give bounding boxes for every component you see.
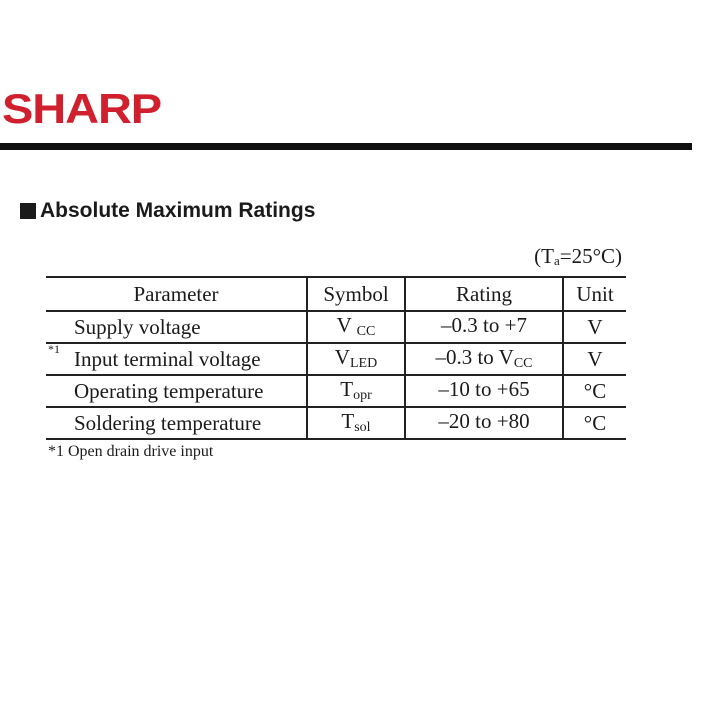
symbol-cell (307, 407, 405, 439)
rating-cell (405, 375, 563, 407)
symbol-cell (307, 343, 405, 375)
condition-sub: a (553, 253, 560, 268)
header-rating: Rating (405, 277, 563, 311)
param-label: Operating temperature (74, 378, 264, 403)
param-label: Input terminal voltage (74, 346, 261, 371)
unit-cell: °C (563, 375, 626, 407)
header-unit: Unit (563, 277, 626, 311)
symbol-main: V (336, 313, 352, 337)
section-heading (20, 200, 315, 221)
symbol-main: V (334, 345, 350, 369)
footnote-marker: *1 (48, 341, 60, 356)
rating-main: –10 to +65 (438, 377, 530, 401)
header-symbol: Symbol (307, 277, 405, 311)
symbol-sub: opr (353, 388, 372, 403)
symbol-main: T (341, 409, 355, 433)
unit-cell: °C (563, 407, 626, 439)
symbol-sub: LED (349, 356, 378, 371)
test-condition (534, 246, 622, 267)
symbol-sub: CC (356, 324, 376, 339)
symbol-cell (307, 375, 405, 407)
ratings-table (46, 276, 626, 440)
header-parameter: Parameter (46, 277, 307, 311)
symbol-main: T (340, 377, 354, 401)
symbol-sub: sol (354, 420, 371, 435)
rating-main: –0.3 to +7 (441, 313, 527, 337)
table-row (46, 375, 626, 407)
rating-sub: CC (513, 356, 533, 371)
param-label: Soldering temperature (74, 410, 262, 435)
table-row (46, 343, 626, 375)
rating-cell (405, 407, 563, 439)
header-rule (0, 143, 692, 150)
param-label: Supply voltage (74, 314, 201, 339)
table-row (46, 407, 626, 439)
rating-cell (405, 343, 563, 375)
condition-suffix: =25°C) (559, 244, 622, 268)
param-cell (46, 375, 307, 407)
table-header-row (46, 277, 626, 311)
unit-cell: V (563, 343, 626, 375)
param-cell (46, 311, 307, 343)
rating-main: –0.3 to V (435, 345, 514, 369)
sharp-logo: SHARP (2, 85, 162, 132)
symbol-cell (307, 311, 405, 343)
table-row (46, 311, 626, 343)
square-bullet-icon (20, 203, 36, 219)
rating-cell (405, 311, 563, 343)
rating-main: –20 to +80 (438, 409, 530, 433)
unit-cell: V (563, 311, 626, 343)
param-cell (46, 407, 307, 439)
param-cell (46, 343, 307, 375)
condition-prefix: (T (534, 244, 554, 268)
section-title: Absolute Maximum Ratings (40, 199, 316, 222)
footnote: *1 Open drain drive input (48, 443, 214, 460)
